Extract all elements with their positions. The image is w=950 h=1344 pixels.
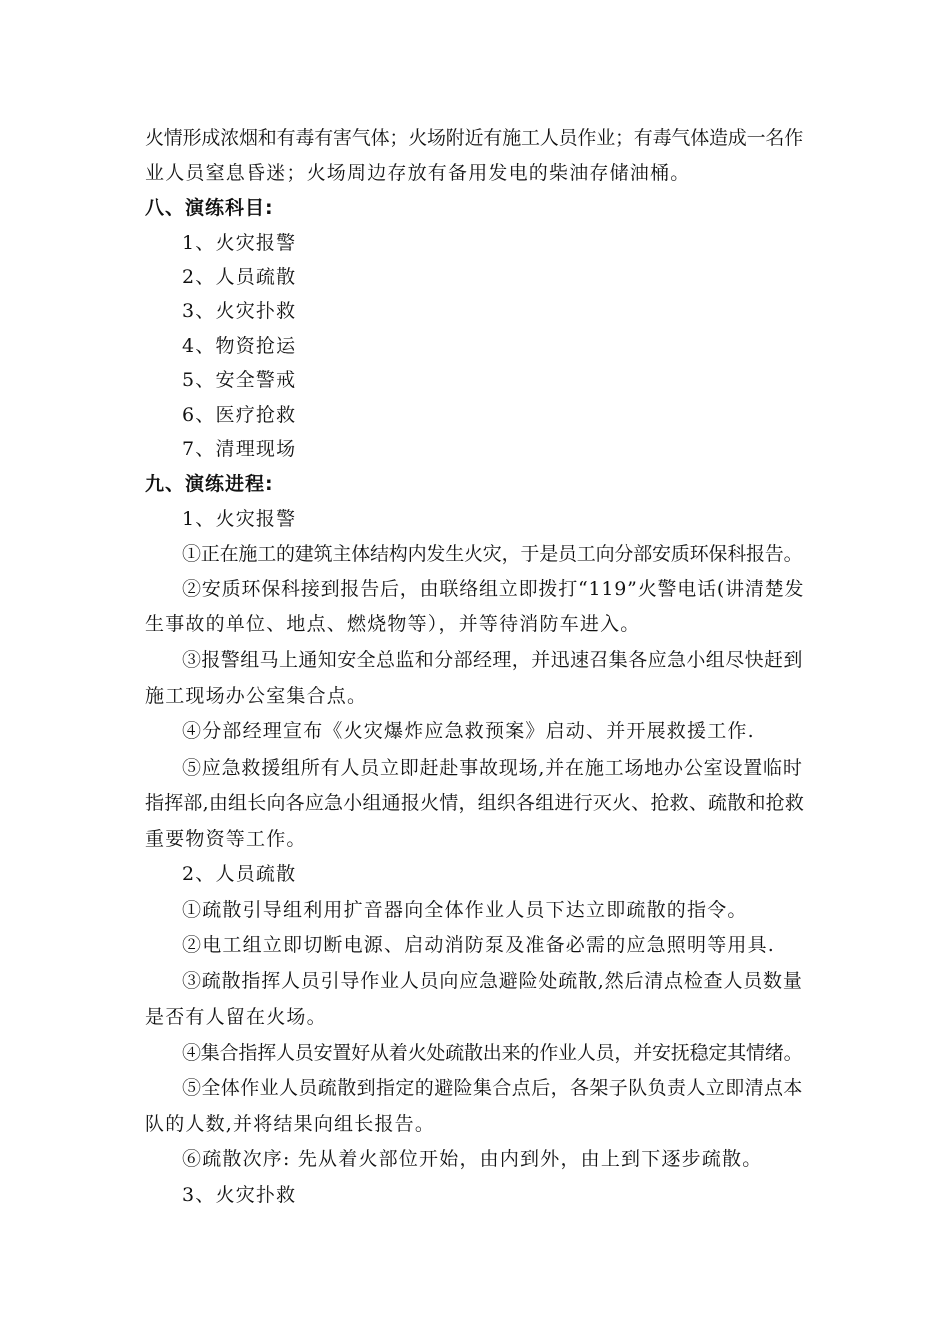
- sub1-para-5-line-1: ⑤应急救援组所有人员立即赶赴事故现场,并在施工场地办公室设置临时: [182, 757, 803, 779]
- sub1-title: 1、火灾报警: [182, 508, 297, 530]
- sub2-para-4: ④集合指挥人员安置好从着火处疏散出来的作业人员，并安抚稳定其情绪。: [182, 1042, 803, 1064]
- section-8-item-3: 3、火灾扑救: [182, 300, 297, 322]
- sub3-title: 3、火灾扑救: [182, 1184, 297, 1206]
- section-8-item-1: 1、火灾报警: [182, 232, 297, 254]
- section-8-item-6: 6、医疗抢救: [182, 404, 297, 426]
- sub1-para-3-line-1: ③报警组马上通知安全总监和分部经理，并迅速召集各应急小组尽快赶到: [182, 649, 803, 671]
- sub2-para-3-line-1: ③疏散指挥人员引导作业人员向应急避险处疏散,然后清点检查人员数量: [182, 970, 803, 992]
- sub2-para-3-line-2: 是否有人留在火场。: [145, 1006, 327, 1028]
- section-8-item-4: 4、物资抢运: [182, 335, 297, 357]
- sub1-para-2-line-1: ②安质环保科接到报告后，由联络组立即拨打“119”火警电话(讲清楚发: [182, 578, 805, 600]
- sub1-para-1: ①正在施工的建筑主体结构内发生火灾，于是员工向分部安质环保科报告。: [182, 543, 803, 565]
- intro-line-2: 业人员窒息昏迷；火场周边存放有备用发电的柴油存储油桶。: [145, 162, 691, 184]
- sub1-para-5-line-2: 指挥部,由组长向各应急小组通报火情，组织各组进行灭火、抢救、疏散和抢救: [145, 792, 805, 814]
- sub2-para-5-line-1: ⑤全体作业人员疏散到指定的避险集合点后，各架子队负责人立即清点本: [182, 1077, 803, 1099]
- sub1-para-3-line-2: 施工现场办公室集合点。: [145, 685, 368, 707]
- sub1-para-2-line-2: 生事故的单位、地点、燃烧物等），并等待消防车进入。: [145, 613, 641, 635]
- section-8-item-2: 2、人员疏散: [182, 266, 297, 288]
- sub2-title: 2、人员疏散: [182, 863, 297, 885]
- sub1-para-4: ④分部经理宣布《火灾爆炸应急救预案》启动、并开展救援工作.: [182, 720, 755, 742]
- section-8-heading: 八、演练科目:: [145, 197, 274, 219]
- sub2-para-5-line-2: 队的人数,并将结果向组长报告。: [145, 1113, 436, 1135]
- section-8-item-5: 5、安全警戒: [182, 369, 297, 391]
- intro-line-1: 火情形成浓烟和有毒有害气体；火场附近有施工人员作业；有毒气体造成一名作: [145, 127, 804, 149]
- sub2-para-2: ②电工组立即切断电源、启动消防泵及准备必需的应急照明等用具.: [182, 934, 776, 956]
- sub1-para-5-line-3: 重要物资等工作。: [145, 828, 307, 850]
- section-9-heading: 九、演练进程:: [145, 473, 274, 495]
- sub2-para-1: ①疏散引导组利用扩音器向全体作业人员下达立即疏散的指令。: [182, 899, 748, 921]
- sub2-para-6: ⑥疏散次序: 先从着火部位开始，由内到外，由上到下逐步疏散。: [182, 1148, 763, 1170]
- section-8-item-7: 7、清理现场: [182, 438, 297, 460]
